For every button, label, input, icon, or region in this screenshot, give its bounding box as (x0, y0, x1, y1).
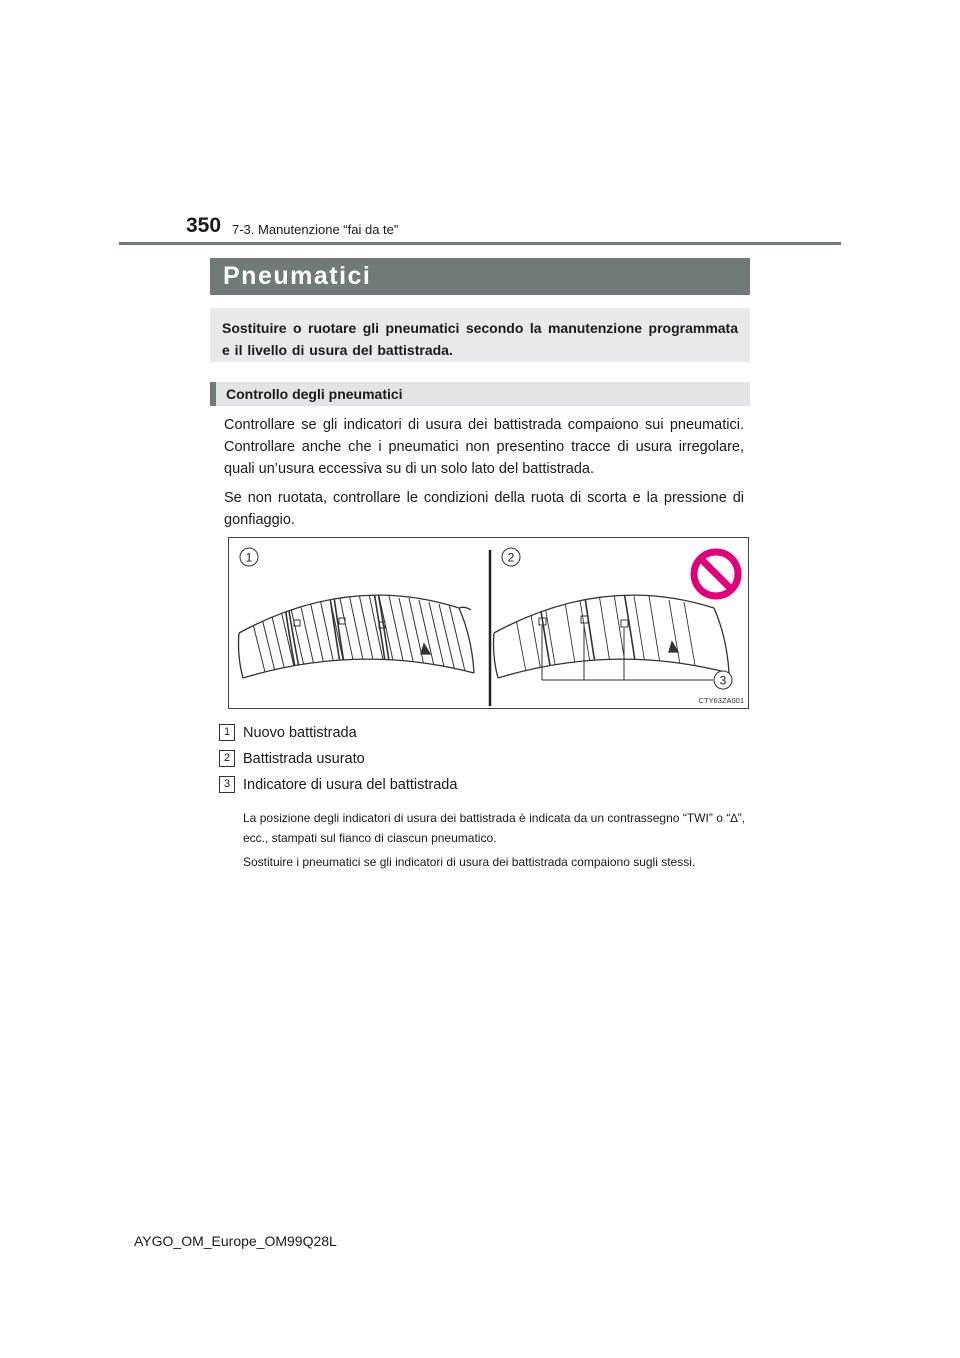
footer-code: AYGO_OM_Europe_OM99Q28L (134, 1233, 337, 1249)
intro-text: Sostituire o ruotare gli pneumatici secondo la manutenzione programmata e il livello di usura del battistrada. (222, 320, 738, 358)
legend-item-2 (219, 750, 365, 767)
figure-label-1-text: 1 (245, 550, 253, 565)
section-title: 7-3. Manutenzione “fai da te” (232, 222, 399, 237)
tire-figure (228, 537, 749, 709)
legend-text-3: Indicatore di usura del battistrada (243, 777, 458, 793)
figure-code: CTY63ZA001 (698, 696, 744, 705)
page-title: Pneumatici (223, 262, 372, 290)
legend-number-3: 3 (219, 776, 235, 793)
paragraph-2: Se non ruotata, controllare le condizioni della ruota di scorta e la pressione di gonfiaggio. (224, 490, 744, 528)
new-tire-drawing (239, 590, 475, 688)
legend-item-3 (219, 776, 457, 793)
subheading: Controllo degli pneumatici (226, 386, 403, 402)
figure-label-2 (502, 548, 520, 566)
figure-label-1 (240, 548, 258, 566)
legend-number-1: 1 (219, 724, 235, 741)
note-1: La posizione degli indicatori di usura dei battistrada è indicata da un contrassegno “TWI” o “∆”, ecc., stampati sul fianco di ciascun pneumatico. (243, 811, 745, 845)
figure-label-3-text: 3 (719, 673, 727, 688)
worn-tire-drawing (494, 590, 730, 688)
paragraph-1: Controllare se gli indicatori di usura dei battistrada compaiono sui pneumatici. Controllare anche che i pneumatici non presentino tracce di usura irregolare, quali un’usura eccessiva su di un solo lato del battistrada. (224, 417, 744, 477)
page-number: 350 (186, 214, 222, 237)
legend-text-2: Battistrada usurato (243, 751, 365, 767)
note-2: Sostituire i pneumatici se gli indicatori di usura dei battistrada compaiono sugli stessi. (243, 855, 696, 869)
header-rule (119, 242, 841, 245)
page-title-bar (210, 258, 750, 295)
subheading-bar (210, 382, 750, 406)
legend-text-1: Nuovo battistrada (243, 725, 357, 741)
figure-label-3 (714, 671, 732, 689)
prohibited-icon (694, 552, 738, 596)
tire-illustration (229, 538, 748, 708)
figure-label-2-text: 2 (507, 550, 515, 565)
legend-number-2: 2 (219, 750, 235, 767)
intro-box (210, 308, 750, 362)
legend-item-1 (219, 724, 357, 741)
